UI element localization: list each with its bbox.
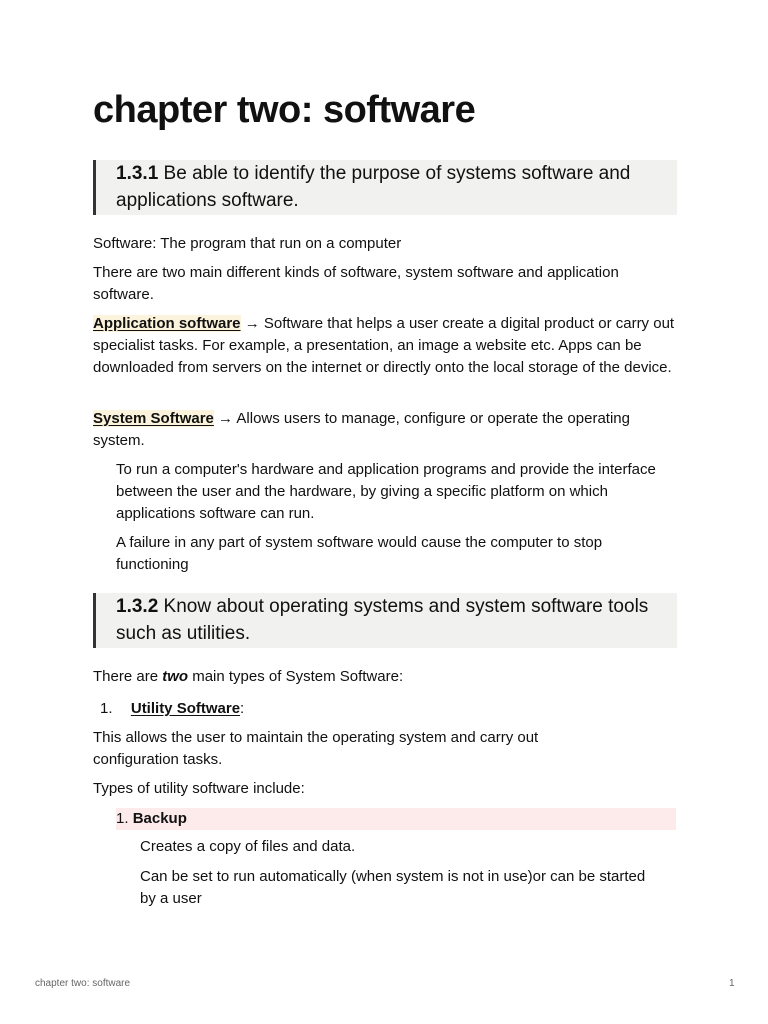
types-emphasis: two [162, 668, 189, 685]
types-pre: There are [93, 668, 163, 685]
paragraph-system-software [93, 408, 633, 452]
footer-page-number: 1 [729, 978, 735, 989]
list-item-backup [116, 808, 676, 830]
paragraph-system-purpose: To run a computer's hardware and application programs and provide the interface between the user and the hardware, by giving a specific platform on which applications software can run. [116, 461, 656, 522]
system-software-term: System Software [93, 410, 214, 427]
callout-text: Be able to identify the purpose of systems software and applications software. [116, 163, 631, 211]
system-software-text: → Allows users to manage, configure or operate the operating system. [93, 410, 630, 449]
paragraph-backup-automatic: Can be set to run automatically (when system is not in use)or can be started by a user [140, 868, 646, 907]
callout-text: Know about operating systems and system software tools such as utilities. [116, 596, 649, 644]
callout-1-3-1 [93, 160, 677, 215]
application-software-term: Application software [93, 315, 241, 332]
paragraph-two-types [93, 666, 677, 688]
paragraph-application-software [93, 313, 677, 379]
paragraph-two-kinds: There are two main different kinds of software, system software and application software. [93, 264, 619, 303]
paragraph-utility-types: Types of utility software include: [93, 780, 305, 797]
paragraph-backup-copy: Creates a copy of files and data. [140, 838, 356, 855]
utility-software-term: Utility Software [130, 700, 241, 717]
callout-number: 1.3.2 [116, 596, 159, 617]
paragraph-system-failure: A failure in any part of system software would cause the computer to stop functioning [116, 534, 603, 573]
backup-number: 1. [116, 810, 129, 827]
callout-1-3-2 [93, 593, 677, 648]
page-title: chapter two: software [93, 89, 476, 131]
backup-term: Backup [132, 810, 187, 827]
footer-chapter-title: chapter two: software [35, 978, 131, 989]
utility-colon: : [240, 700, 245, 717]
types-post: main types of System Software: [188, 668, 404, 685]
application-software-text: → Software that helps a user create a digital product or carry out specialist tasks. For example, a presentation, an image a website etc. Apps can be downloaded from servers on the internet or directly onto the local storage of the device. [93, 315, 675, 376]
list-item-utility-software [100, 698, 660, 720]
paragraph-utility-description: This allows the user to maintain the operating system and carry out configuration tasks. [93, 729, 539, 768]
list-number: 1. [100, 700, 113, 717]
paragraph-software-definition: Software: The program that run on a computer [93, 235, 402, 252]
callout-number: 1.3.1 [116, 163, 159, 184]
